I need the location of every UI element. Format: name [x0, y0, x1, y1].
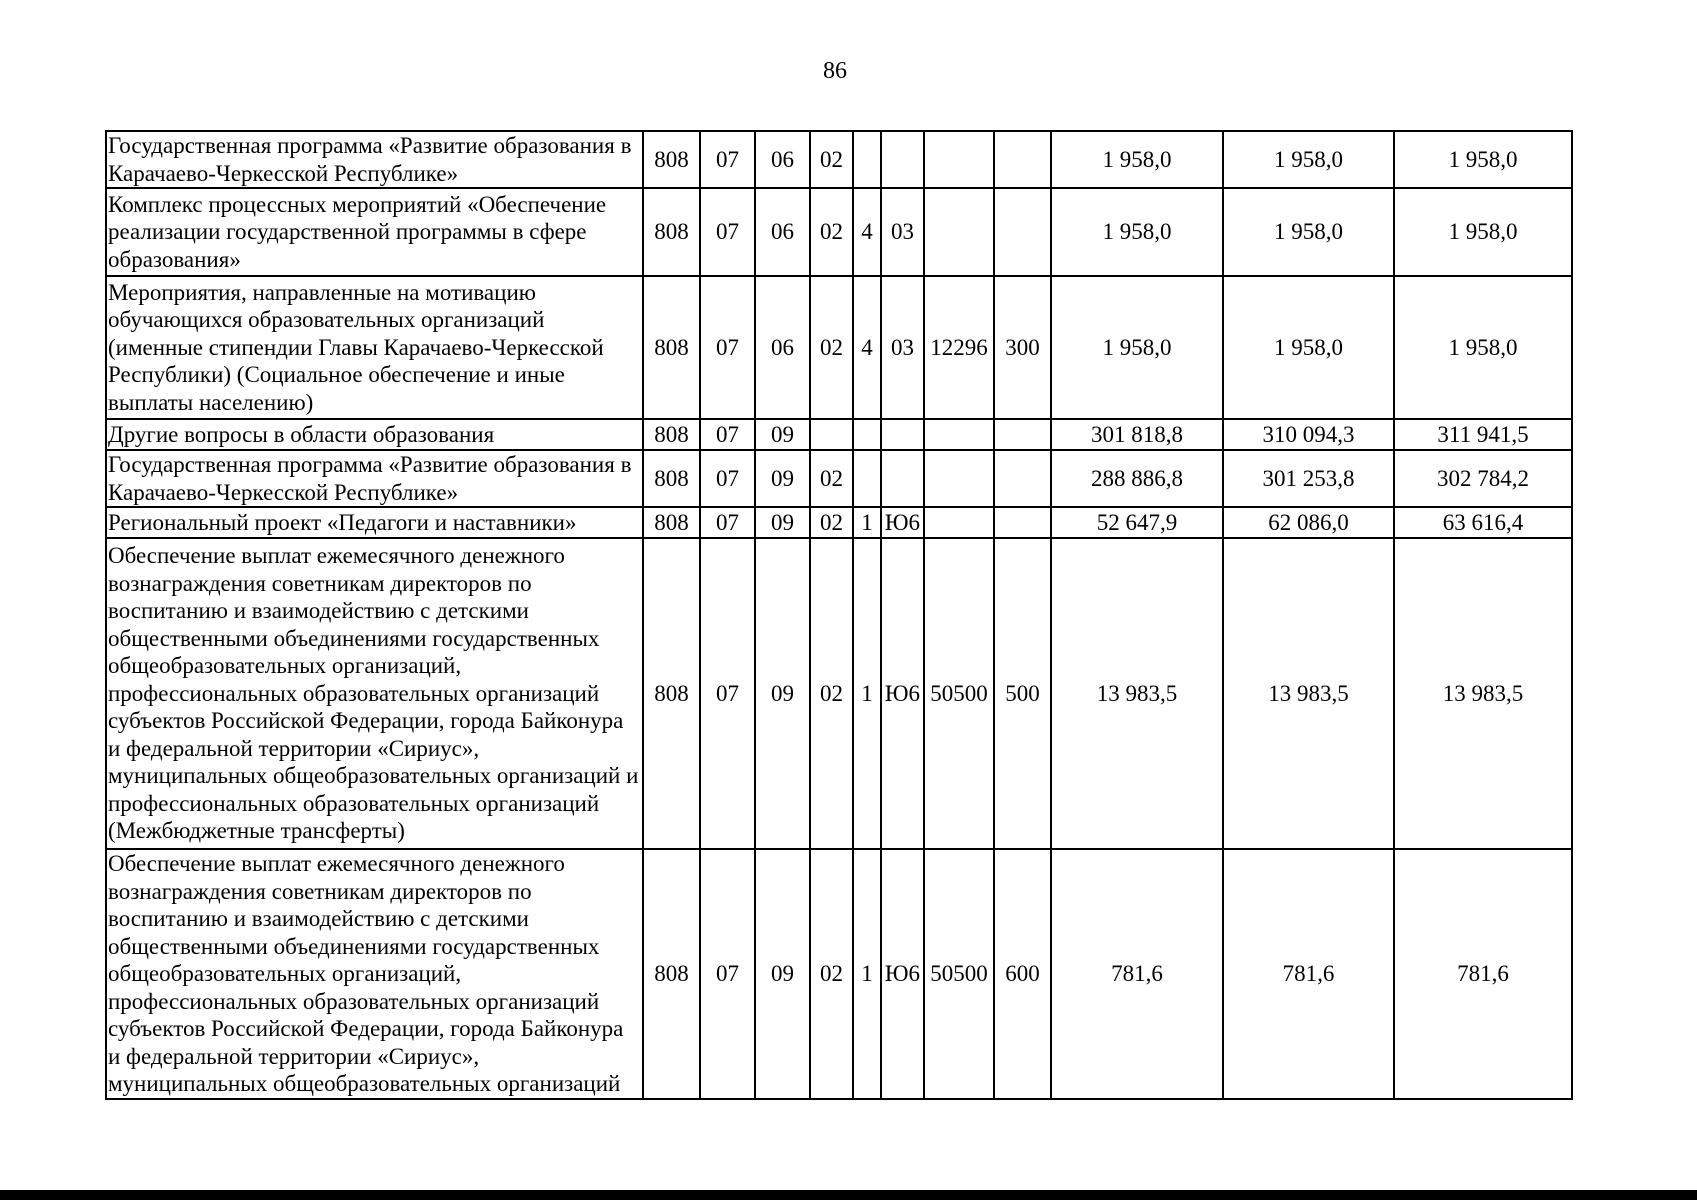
table-row	[106, 538, 1572, 849]
program-type-cell	[853, 419, 881, 450]
ministry-code-cell: 808	[643, 538, 700, 849]
expense-type-cell	[994, 131, 1051, 188]
row-name-cell: Мероприятия, направленные на мотивацию обучающихся образовательных организаций (именные стипендии Главы Карачаево-Черкесской Республики) (Социальное обеспечение и иные выплаты населению)	[106, 276, 643, 419]
row-name-cell: Государственная программа «Развитие образования в Карачаево-Черкесской Республике»	[106, 131, 643, 188]
subsection-code-cell: 09	[755, 507, 810, 538]
subprogram-code-cell	[881, 450, 924, 507]
expense-type-cell	[994, 507, 1051, 538]
row-name-cell: Региональный проект «Педагоги и наставники»	[106, 507, 643, 538]
amount-year3-cell: 1 958,0	[1394, 131, 1572, 188]
subprogram-code-cell: 03	[881, 276, 924, 419]
section-code-cell: 07	[700, 538, 755, 849]
section-code-cell: 07	[700, 419, 755, 450]
direction-code-cell	[924, 419, 994, 450]
subprogram-code-cell: Ю6	[881, 507, 924, 538]
program-type-cell	[853, 131, 881, 188]
subprogram-code-cell: 03	[881, 188, 924, 276]
table-row	[106, 276, 1572, 419]
amount-year1-cell: 1 958,0	[1051, 188, 1223, 276]
direction-code-cell	[924, 188, 994, 276]
direction-code-cell	[924, 131, 994, 188]
program-type-cell: 1	[853, 849, 881, 1099]
table-row	[106, 849, 1572, 1099]
amount-year1-cell: 288 886,8	[1051, 450, 1223, 507]
amount-year2-cell: 62 086,0	[1223, 507, 1394, 538]
subprogram-code-cell: Ю6	[881, 538, 924, 849]
subprogram-code-cell	[881, 419, 924, 450]
expense-type-cell	[994, 450, 1051, 507]
amount-year1-cell: 301 818,8	[1051, 419, 1223, 450]
amount-year2-cell: 310 094,3	[1223, 419, 1394, 450]
ministry-code-cell: 808	[643, 188, 700, 276]
program-code-cell: 02	[810, 188, 853, 276]
direction-code-cell: 50500	[924, 538, 994, 849]
amount-year2-cell: 1 958,0	[1223, 131, 1394, 188]
row-name-cell: Обеспечение выплат ежемесячного денежного вознаграждения советникам директоров по воспитанию и взаимодействию с детскими общественными объединениями государственных общеобразовательных организаций, профессиональных образовательных организаций субъектов Российской Федерации, города Байконура и федеральной территории «Сириус», муниципальных общеобразовательных организаций и профессиональных образовательных организаций (Межбюджетные трансферты)	[106, 538, 643, 849]
amount-year2-cell: 13 983,5	[1223, 538, 1394, 849]
table-row	[106, 450, 1572, 507]
table-row	[106, 188, 1572, 276]
subsection-code-cell: 06	[755, 276, 810, 419]
amount-year1-cell: 781,6	[1051, 849, 1223, 1099]
row-name-cell: Другие вопросы в области образования	[106, 419, 643, 450]
program-code-cell: 02	[810, 849, 853, 1099]
expense-type-cell: 600	[994, 849, 1051, 1099]
amount-year3-cell: 302 784,2	[1394, 450, 1572, 507]
ministry-code-cell: 808	[643, 419, 700, 450]
program-code-cell: 02	[810, 507, 853, 538]
subsection-code-cell: 09	[755, 419, 810, 450]
table-row	[106, 419, 1572, 450]
program-code-cell: 02	[810, 538, 853, 849]
amount-year2-cell: 1 958,0	[1223, 188, 1394, 276]
row-name-cell: Комплекс процессных мероприятий «Обеспечение реализации государственной программы в сфере образования»	[106, 188, 643, 276]
subprogram-code-cell	[881, 131, 924, 188]
expense-type-cell	[994, 419, 1051, 450]
amount-year1-cell: 1 958,0	[1051, 131, 1223, 188]
subprogram-code-cell: Ю6	[881, 849, 924, 1099]
subsection-code-cell: 06	[755, 131, 810, 188]
direction-code-cell: 12296	[924, 276, 994, 419]
amount-year3-cell: 1 958,0	[1394, 188, 1572, 276]
ministry-code-cell: 808	[643, 507, 700, 538]
amount-year1-cell: 1 958,0	[1051, 276, 1223, 419]
table-row	[106, 131, 1572, 188]
amount-year3-cell: 781,6	[1394, 849, 1572, 1099]
section-code-cell: 07	[700, 849, 755, 1099]
subsection-code-cell: 09	[755, 538, 810, 849]
amount-year2-cell: 301 253,8	[1223, 450, 1394, 507]
section-code-cell: 07	[700, 276, 755, 419]
subsection-code-cell: 09	[755, 849, 810, 1099]
expense-type-cell: 500	[994, 538, 1051, 849]
subsection-code-cell: 09	[755, 450, 810, 507]
ministry-code-cell: 808	[643, 849, 700, 1099]
amount-year3-cell: 311 941,5	[1394, 419, 1572, 450]
expense-type-cell: 300	[994, 276, 1051, 419]
amount-year3-cell: 1 958,0	[1394, 276, 1572, 419]
section-code-cell: 07	[700, 507, 755, 538]
direction-code-cell	[924, 450, 994, 507]
amount-year2-cell: 1 958,0	[1223, 276, 1394, 419]
ministry-code-cell: 808	[643, 450, 700, 507]
amount-year3-cell: 13 983,5	[1394, 538, 1572, 849]
ministry-code-cell: 808	[643, 131, 700, 188]
page-number: 86	[823, 58, 847, 84]
amount-year1-cell: 52 647,9	[1051, 507, 1223, 538]
amount-year2-cell: 781,6	[1223, 849, 1394, 1099]
section-code-cell: 07	[700, 188, 755, 276]
amount-year1-cell: 13 983,5	[1051, 538, 1223, 849]
ministry-code-cell: 808	[643, 276, 700, 419]
page-bottom-border	[0, 1190, 1697, 1200]
program-type-cell	[853, 450, 881, 507]
program-code-cell	[810, 419, 853, 450]
program-code-cell: 02	[810, 131, 853, 188]
amount-year3-cell: 63 616,4	[1394, 507, 1572, 538]
direction-code-cell: 50500	[924, 849, 994, 1099]
section-code-cell: 07	[700, 131, 755, 188]
program-type-cell: 4	[853, 276, 881, 419]
direction-code-cell	[924, 507, 994, 538]
program-type-cell: 4	[853, 188, 881, 276]
budget-table	[105, 130, 1573, 1100]
row-name-cell: Государственная программа «Развитие образования в Карачаево-Черкесской Республике»	[106, 450, 643, 507]
expense-type-cell	[994, 188, 1051, 276]
program-code-cell: 02	[810, 450, 853, 507]
program-type-cell: 1	[853, 538, 881, 849]
row-name-cell: Обеспечение выплат ежемесячного денежного вознаграждения советникам директоров по воспитанию и взаимодействию с детскими общественными объединениями государственных общеобразовательных организаций, профессиональных образовательных организаций субъектов Российской Федерации, города Байконура и федеральной территории «Сириус», муниципальных общеобразовательных организаций	[106, 849, 643, 1099]
program-type-cell: 1	[853, 507, 881, 538]
section-code-cell: 07	[700, 450, 755, 507]
subsection-code-cell: 06	[755, 188, 810, 276]
program-code-cell: 02	[810, 276, 853, 419]
table-row	[106, 507, 1572, 538]
